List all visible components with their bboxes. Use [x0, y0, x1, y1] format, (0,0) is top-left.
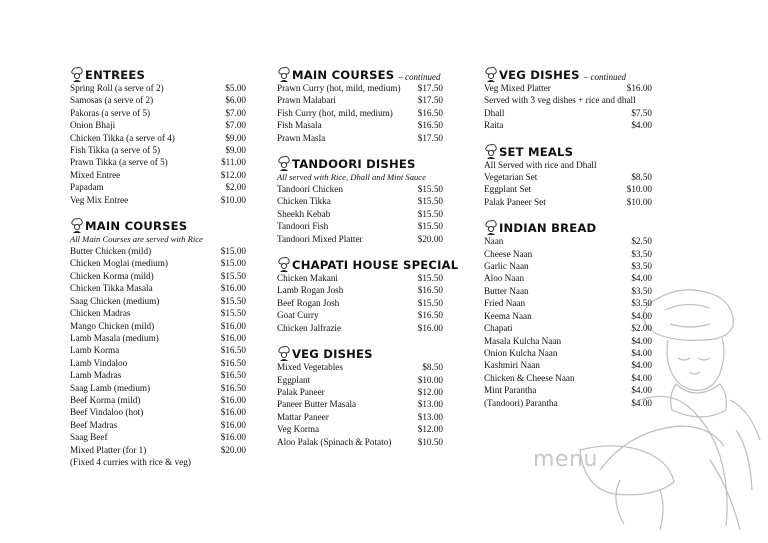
section-title: SET MEALS	[499, 144, 574, 159]
menu-item: Prawn Masla $17.50	[277, 132, 443, 143]
continued-label: – continued	[398, 72, 441, 82]
menu-item: Chicken Madras $15.50	[70, 308, 246, 319]
section-title: TANDOORI DISHES	[292, 157, 416, 172]
menu-item: Chicken Tikka Masala $16.00	[70, 283, 246, 294]
menu-item: Butter Naan $3.50	[484, 285, 652, 296]
menu-item: Prawn Tikka (a serve of 5) $11.00	[70, 157, 246, 168]
section-subtitle: All served with Rice, Dhall and Mint Sauce	[277, 172, 426, 183]
section-chapati-house-special	[277, 252, 459, 334]
menu-item: Chapati $2.00	[484, 323, 652, 334]
section-heading	[277, 62, 443, 82]
menu-item: Veg Korma $12.00	[277, 424, 443, 435]
section-subtitle: All Main Courses are served with Rice	[70, 234, 203, 245]
section-heading	[484, 139, 652, 159]
menu-item: Papadam $2.00	[70, 182, 246, 193]
menu-item: Dhall $7.50	[484, 107, 652, 118]
menu-item: Samosas (a serve of 2) $6.00	[70, 95, 246, 106]
menu-item: Fish Tikka (a serve of 5) $9.00	[70, 145, 246, 156]
menu-item: Mango Chicken (mild) $16.00	[70, 320, 246, 331]
menu-item: Naan $2.50	[484, 236, 652, 247]
menu-item: Veg Mixed Platter $16.00	[484, 83, 652, 93]
menu-item: Veg Mix Entree $10.00	[70, 194, 246, 205]
menu-item: Saag Beef $16.00	[70, 432, 246, 443]
menu-item: Beef Rogan Josh $15.50	[277, 297, 443, 308]
section-heading	[484, 62, 652, 82]
section-title: VEG DISHES	[292, 347, 373, 362]
menu-item: Cheese Naan $3.50	[484, 248, 652, 259]
chef-icon	[277, 155, 291, 171]
menu-item: Onion Bhaji $7.00	[70, 120, 246, 131]
menu-item: Mixed Entree $12.00	[70, 169, 246, 180]
section-tandoori-dishes	[277, 151, 443, 245]
section-main-courses-continued	[277, 62, 443, 144]
section-veg-dishes-continued	[484, 62, 652, 132]
menu-item: Chicken Jalfrazie $16.00	[277, 322, 443, 333]
section-title: INDIAN BREAD	[499, 221, 597, 236]
menu-column-2	[277, 62, 459, 455]
menu-item: Beef Madras $16.00	[70, 419, 246, 430]
section-indian-bread	[484, 215, 652, 409]
menu-item: Mixed Vegetables $8.50	[277, 362, 443, 373]
menu-item: Onion Kulcha Naan $4.00	[484, 347, 652, 358]
menu-item: Goat Curry $16.50	[277, 310, 443, 321]
menu-item: Spring Roll (a serve of 2) $5.00	[70, 83, 246, 93]
section-note: All Served with rice and Dhall	[484, 159, 597, 170]
menu-item: Keema Naan $4.00	[484, 310, 652, 321]
section-note: (Fixed 4 curries with rice & veg)	[70, 456, 191, 467]
section-set-meals	[484, 139, 652, 209]
menu-item: Tandoori Fish $15.50	[277, 221, 443, 232]
section-heading	[70, 62, 246, 82]
menu-item: Kashmiri Naan $4.00	[484, 360, 652, 371]
menu-item: Tandoori Chicken $15.50	[277, 184, 443, 195]
menu-item: Mattar Paneer $13.00	[277, 411, 443, 422]
menu-item: Eggplant $10.00	[277, 374, 443, 385]
menu-item: Sheekh Kebab $15.50	[277, 208, 443, 219]
menu-item: Chicken Korma (mild) $15.50	[70, 270, 246, 281]
menu-item: Palak Paneer Set $10.00	[484, 196, 652, 207]
section-heading	[484, 215, 652, 235]
menu-item: Prawn Curry (hot, mild, medium) $17.50	[277, 83, 443, 93]
chef-icon	[277, 256, 291, 272]
menu-item: Butter Chicken (mild) $15.00	[70, 246, 246, 257]
menu-item: Beef Korma (mild) $16.00	[70, 394, 246, 405]
continued-label: – continued	[583, 72, 626, 82]
menu-item: Mixed Platter (for 1) $20.00	[70, 444, 246, 455]
chef-icon	[484, 219, 498, 235]
menu-item: Lamb Vindaloo $16.50	[70, 357, 246, 368]
menu-item: Garlic Naan $3.50	[484, 261, 652, 272]
section-veg-dishes	[277, 341, 443, 448]
menu-item: Lamb Korma $16.50	[70, 345, 246, 356]
section-title: MAIN COURSES	[292, 68, 395, 82]
section-heading	[277, 151, 443, 171]
menu-item: Chicken Tikka (a serve of 4) $9.00	[70, 132, 246, 143]
chef-icon	[70, 217, 84, 233]
section-main-courses	[70, 213, 246, 468]
menu-item: Beef Vindaloo (hot) $16.00	[70, 407, 246, 418]
menu-item: Aloo Naan $4.00	[484, 273, 652, 284]
section-title: MAIN COURSES	[85, 219, 188, 234]
menu-item: Fish Curry (hot, mild, medium) $16.50	[277, 107, 443, 118]
menu-item: Chicken Makani $15.50	[277, 273, 443, 284]
section-note: Served with 3 veg dishes + rice and dhall	[484, 95, 636, 106]
menu-item: (Tandoori) Parantha $4.00	[484, 397, 652, 408]
menu-item: Paneer Butter Masala $13.00	[277, 399, 443, 410]
menu-item: Lamb Masala (medium) $16.00	[70, 332, 246, 343]
section-title: ENTREES	[85, 68, 146, 82]
menu-item: Fried Naan $3.50	[484, 298, 652, 309]
menu-item: Raita $4.00	[484, 120, 652, 131]
menu-item: Chicken Moglai (medium) $15.00	[70, 258, 246, 269]
menu-item: Pakoras (a serve of 5) $7.00	[70, 107, 246, 118]
section-title: VEG DISHES	[499, 68, 580, 82]
menu-item: Vegetarian Set $8.50	[484, 172, 652, 183]
menu-item: Mint Parantha $4.00	[484, 385, 652, 396]
chef-icon	[484, 143, 498, 159]
menu-item: Tandoori Mixed Platter $20.00	[277, 233, 443, 244]
menu-item: Lamb Rogan Josh $16.50	[277, 285, 443, 296]
menu-item: Masala Kulcha Naan $4.00	[484, 335, 652, 346]
menu-item: Prawn Malabari $17.50	[277, 95, 443, 106]
menu-item: Fish Masala $16.50	[277, 120, 443, 131]
chef-icon	[70, 66, 84, 82]
chef-icon	[484, 66, 498, 82]
section-heading	[70, 213, 246, 233]
section-heading	[277, 252, 459, 273]
section-title: CHAPATI HOUSE SPECIAL	[292, 258, 459, 273]
menu-item: Aloo Palak (Spinach & Potato) $10.50	[277, 436, 443, 447]
menu-item: Lamb Madras $16.50	[70, 370, 246, 381]
section-heading	[277, 341, 443, 361]
menu-item: Palak Paneer $12.00	[277, 386, 443, 397]
watermark: menu	[533, 447, 598, 472]
section-entrees	[70, 62, 246, 206]
menu-item: Chicken Tikka $15.50	[277, 196, 443, 207]
menu-item: Saag Lamb (medium) $16.50	[70, 382, 246, 393]
chef-icon	[277, 345, 291, 361]
menu-item: Saag Chicken (medium) $15.50	[70, 295, 246, 306]
chef-icon	[277, 66, 291, 82]
menu-column-1	[70, 62, 246, 475]
menu-column-3	[484, 62, 652, 416]
menu-item: Chicken & Cheese Naan $4.00	[484, 372, 652, 383]
menu-item: Eggplant Set $10.00	[484, 184, 652, 195]
